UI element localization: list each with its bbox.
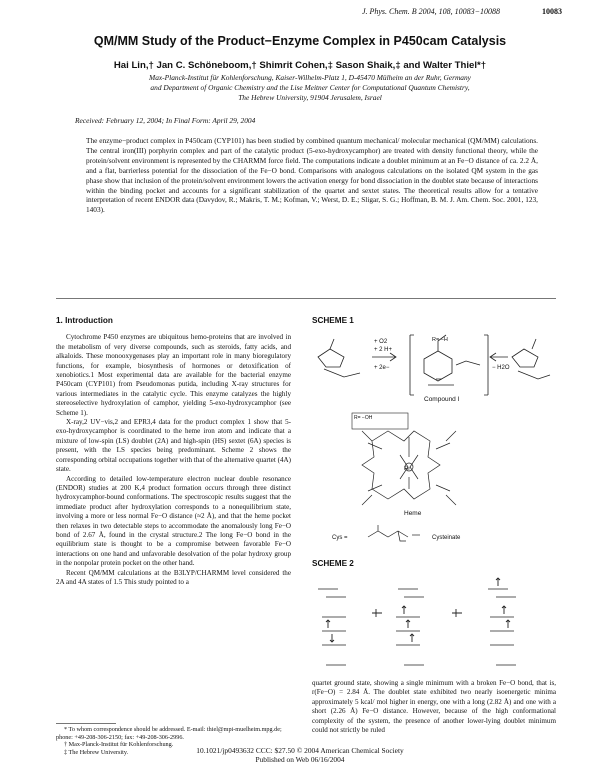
svg-text:Fe: Fe: [404, 466, 410, 473]
journal-citation: J. Phys. Chem. B 2004, 108, 10083−10088: [361, 7, 500, 16]
paragraph: Cytochrome P450 enzymes are ubiquitous hemo-proteins that are involved in the metabolism of very diverse compounds, such as steroids, fatty acids, and alkaloids. These monooxygenases play an important role in many bioregulatory functions, for example, biosynthesis of hormones or detoxification of xenobiotics.1 Most experimental data are available for the bacterial enzyme P450cam (CYP101) from Pseudomonas putida, including X-ray structures for various intermediates in the catalytic cycle. This enzyme catalyzes the highly stereoselective hydroxylation of camphor, yielding 5-exo-hydroxycamphor (see Scheme 1).: [56, 333, 291, 417]
heme-label: Heme: [404, 510, 422, 518]
substituent-label: R= −H: [432, 337, 448, 344]
doi-line: 10.1021/jp0493632 CCC: $27.50 © 2004 American Chemical Society: [196, 746, 404, 755]
abstract: The enzyme−product complex in P450cam (CYP101) has been studied by combined quantum mechanical/ molecular mechanical (QM/MM) calculations. The central iron(III) porphyrin complex and part of the catalytic product (5-exo-hydroxycamphor) are treated with density functional theory, while the protein/solvent environment is represented by the CHARMM force field. The computations indicate a doublet minimum at an Fe−O distance of ca. 2.2 Å, and a flat, barrierless potential for the dissociation of the Fe−O bond. Comparisons with analogous calculations on the isolated QM system in the gas phase show that inclusion of the protein/solvent environment lowers the activation energy for bond dissociation in the doublet state because of interactions within the binding pocket and accounts for a significant stabilization of the quartet and sextet states. The theoretical results allow for a tentative interpretation of recent ENDOR data (Davydov, R.; Makris, T. M.; Kofman, V.; Werst, D. E.; Sligar, S. G.; Hoffman, B. M. J. Am. Chem. Soc. 2001, 123, 1403).: [86, 136, 538, 215]
reagent-label: + 2e−: [374, 365, 390, 372]
reagent-label: + O2: [374, 339, 388, 346]
compound-label: Compound I: [424, 396, 460, 404]
left-column: [56, 316, 291, 587]
running-header: [0, 7, 600, 19]
right-column: [312, 316, 556, 677]
footnote: † Max-Planck-Institut für Kohlenforschung.: [64, 741, 174, 749]
cys-label: Cys =: [332, 535, 348, 542]
footnote: ‡ The Hebrew University.: [64, 749, 129, 757]
affiliation-line: and Department of Organic Chemistry and the Lise Meitner Center for Computational Quantum Chemistry,: [150, 83, 470, 92]
scheme-2-title: SCHEME 2: [312, 559, 354, 569]
published-line: Published on Web 06/16/2004: [255, 755, 345, 764]
footnote: * To whom correspondence should be addressed. E-mail: thiel@mpi-muelheim.mpg.de; phone: +49-208-306-2150; fax: +49-208-306-2996.: [56, 726, 282, 741]
paragraph: X-ray,2 UV−vis,2 and EPR3,4 data for the product complex 1 show that 5-exo-hydroxycamphor is coordinated to the heme iron atom and indicate that a mixture of low-spin (LS) doublet (2A) and high-spin (HS) sextet (6A) species is present, with the LS species being predominant. Scheme 2 shows the corresponding orbital occupations together with that of the alternative quartet (4A) state.: [56, 418, 291, 474]
author-list: Hai Lin,† Jan C. Schöneboom,† Shimrit Cohen,‡ Sason Shaik,‡ and Walter Thiel*†: [113, 60, 487, 71]
section-heading: 1. Introduction: [56, 316, 113, 325]
scheme-1-figure: [312, 329, 556, 551]
page-number: 10083: [542, 7, 562, 16]
scheme-1-title: SCHEME 1: [312, 316, 354, 325]
state-label: R= −OH: [354, 415, 373, 422]
paragraph: Recent QM/MM calculations at the B3LYP/CHARMM level considered the 2A and 4A states of 1.5 This study pointed to a: [56, 568, 291, 586]
page-footer: [0, 746, 600, 764]
reagent-label: + 2 H+: [374, 347, 393, 354]
product-label: − H2O: [492, 365, 510, 372]
affiliations: [75, 73, 545, 103]
section-divider: [56, 298, 556, 299]
scheme-2-figure: [312, 573, 556, 677]
received-dates: Received: February 12, 2004; In Final Form: April 29, 2004: [75, 116, 256, 125]
cysteinate-label: Cysteinate: [432, 535, 461, 542]
affiliation-line: The Hebrew University, 91904 Jerusalem, Israel: [238, 93, 382, 102]
right-column-text: quartet ground state, showing a single minimum with a broken Fe−O bond, that is, r(Fe−O) = 2.84 Å. The doublet state exhibited two nearly isoenergetic minima approximately 5 kcal/ mol higher in energy, one with a long (2.82 Å) and one with a short (2.26 Å) Fe−O distance. However, because of the high conformational complexity of the system, the presence of another lower-lying doublet minimum could not strictly be ruled: [312, 679, 556, 735]
paper-title: QM/MM Study of the Product−Enzyme Complex in P450cam Catalysis: [93, 34, 507, 48]
footnote-divider: [56, 723, 116, 724]
paragraph: According to detailed low-temperature electron nuclear double resonance (ENDOR) studies at 200 K,4 product formation occurs through three distinct hydroxycamphor-bound conformations. The spectroscopic results suggest that the immediate product after hydroxylation corresponds to a nonequilibrium state, involving a more or less normal Fe−O distance (≈2 Å), and that the heme pocket then relaxes in two detectable steps to accommodate the anomalously long Fe−O bond of 2.67 Å, found in the crystal structure.2 The long Fe−O bond in the equilibrium state is thought to be a compromise between favorable Fe−O interactions on one hand and unfavorable desolvation of the polar hydroxy group in the nonpolar protein pocket on the other hand.: [56, 474, 291, 568]
affiliation-line: Max-Planck-Institut für Kohlenforschung, Kaiser-Wilhelm-Platz 1, D-45470 Mülheim an der Ruhr, Germany: [149, 73, 471, 82]
